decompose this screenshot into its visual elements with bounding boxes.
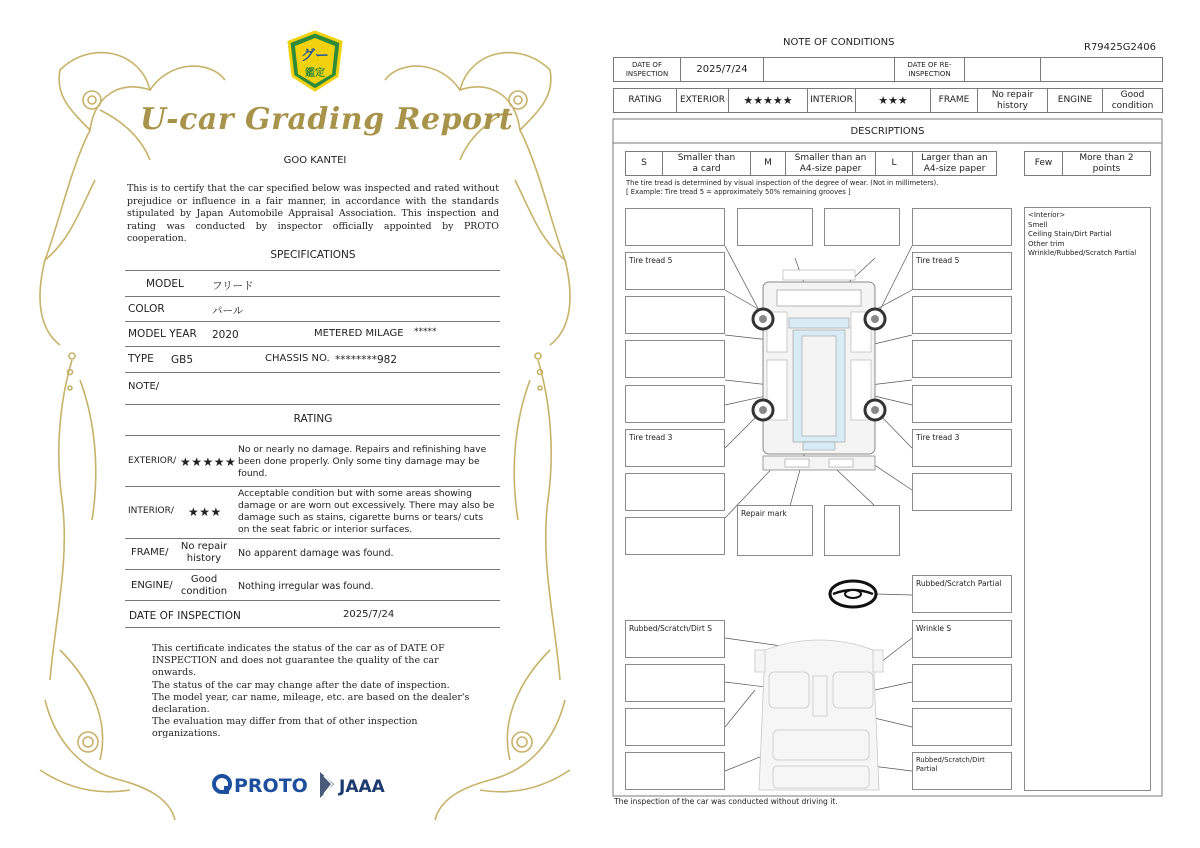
date-of-inspection-value: 2025/7/24 [681,58,764,81]
mileage-value: ***** [414,327,437,337]
frame-label: FRAME [931,89,978,112]
note-box-steering: Rubbed/Scratch Partial [912,575,1012,613]
frame-description: No apparent damage was found. [238,548,394,559]
blank-cell [965,58,1041,81]
interior-summary-panel [1024,207,1151,791]
badge-text: 鑑定 [305,68,325,79]
divider [125,346,500,347]
engine-value: Good condition [1111,89,1154,111]
few-description: More than 2 points [1079,152,1134,174]
engine-description: Nothing irregular was found. [238,581,374,592]
divider [125,296,500,297]
footer-line: This certificate indicates the status of the car as of DATE OF [152,643,445,654]
interior-stars: ★★★ [188,505,222,519]
date-of-inspection-label: DATE OF INSPECTION [129,610,241,622]
date-of-inspection-value: 2025/7/24 [343,609,395,620]
mileage-label: METERED MILAGE [314,328,404,339]
footer-line: declaration. [152,704,210,716]
note-box [625,208,725,246]
note-box-repair: Repair mark [737,505,813,556]
frame-value: No repair history [180,541,228,564]
date-of-inspection-label: DATE OF INSPECTION [614,58,681,81]
interior-stars: ★★★ [856,89,931,112]
size-code: S [626,152,663,175]
engine-label: ENGINE [1048,89,1103,112]
interior-summary-line: Other trim [1028,239,1065,248]
interior-description: Acceptable condition but with some areas showing damage or are worn out excessively. There may also be damage such as stains, cigarette burns or tears/ cuts on the seat fabric or interior surfaces. [238,488,495,535]
date-of-reinspection-label: DATE OF RE-INSPECTION [895,58,965,81]
type-label: TYPE [128,353,154,365]
size-code: M [751,152,786,175]
frame-label: FRAME/ [131,547,169,558]
svg-text:グー: グー [301,48,329,64]
exterior-description: No or nearly no damage. Repairs and refinishing have been done properly. Only some tiny damage may be found. [238,444,487,479]
note-box [912,296,1012,334]
exterior-label: EXTERIOR/ [128,456,177,466]
tire-example-note: [ Example: Tire tread 5 = approximately 50% remaining grooves ] [626,188,851,196]
footer-line: The status of the car may change after the date of inspection. [152,679,450,691]
note-box-interior-right: Wrinkle S [912,620,1012,658]
note-box-tire-rear-left: Tire tread 3 [625,429,725,467]
exterior-label: EXTERIOR [677,89,729,112]
note-box [625,385,725,423]
model-value: フリード [212,280,254,292]
divider [125,270,500,271]
note-of-conditions [605,0,1200,848]
interior-summary-line: Wrinkle/Rubbed/Scratch Partial [1028,249,1137,258]
certificate-footer [152,643,482,741]
jaaa-logo-text: JAAA [339,777,385,797]
engine-value: Good condition [180,574,228,597]
divider [125,627,500,628]
few-code: Few [1025,152,1063,175]
note-box-tire-rear-right: Tire tread 3 [912,429,1012,467]
divider [125,486,500,487]
jaaa-logo-icon [320,772,386,798]
note-box [912,340,1012,378]
size-legend [625,151,997,176]
notes-footer: The inspection of the car was conducted without driving it. [614,797,838,806]
color-label: COLOR [128,303,165,315]
rating-heading: RATING [293,413,333,425]
note-box [625,664,725,702]
note-box-tire-front-left: Tire tread 5 [625,252,725,290]
specifications-heading: SPECIFICATIONS [270,249,356,261]
note-box [625,752,725,790]
certificate-statement: This is to certify that the car specified below was inspected and rated without prejudice or influence in a fair manner, in accordance with the standards stipulated by Japan Automobile Appraisal Association. This inspection and rating was conducted by inspector officially appointed by PROTO cooperation. [127,183,499,245]
divider [125,404,500,405]
interior-label: INTERIOR/ [128,506,174,516]
note-box [625,708,725,746]
note-box [912,385,1012,423]
size-description: Smaller than an A4-size paper [786,152,876,175]
note-box-interior-left: Rubbed/Scratch/Dirt S [625,620,725,658]
engine-label: ENGINE/ [131,580,173,591]
interior-summary-line: Smell [1028,220,1048,229]
note-box [625,473,725,511]
note-box-tire-front-right: Tire tread 5 [912,252,1012,290]
interior-label: INTERIOR [808,89,856,112]
note-box [912,208,1012,246]
model-label: MODEL [146,278,184,290]
note-box [824,505,900,556]
car-top-view-icon [763,270,875,470]
exterior-stars: ★★★★★ [180,455,237,469]
model-year-value: 2020 [212,329,239,341]
interior-summary-line: Ceiling Stain/Dirt Partial [1028,230,1112,239]
note-box [912,473,1012,511]
divider [125,435,500,436]
divider [125,569,500,570]
chassis-label: CHASSIS NO. [265,353,330,364]
type-value: GB5 [171,354,194,366]
rating-summary-row [613,88,1163,113]
note-box-interior-rear: Rubbed/Scratch/Dirt Partial [912,752,1012,790]
certificate-subtitle: GOO KANTEI [283,155,347,166]
divider [125,600,500,601]
exterior-stars: ★★★★★ [729,89,808,112]
blank-cell [764,58,895,81]
divider [125,538,500,539]
goo-kantei-badge-icon [287,30,343,92]
blank-cell [1041,58,1162,81]
few-legend [1024,151,1151,176]
note-box [912,708,1012,746]
footer-line: The model year, car name, mileage, etc. are based on the dealer's [152,691,470,703]
descriptions-heading: DESCRIPTIONS [850,126,925,137]
color-value: パール [212,305,244,317]
chassis-value: ********982 [335,354,398,366]
size-description: Larger than an A4-size paper [921,152,988,174]
proto-logo-icon [214,775,308,797]
brand-logos [212,768,402,800]
tire-note: The tire tread is determined by visual inspection of the degree of wear. (Not in millimeters). [626,179,939,187]
model-year-label: MODEL YEAR [128,328,197,340]
frame-value: No repair history [978,89,1048,112]
notes-title: NOTE OF CONDITIONS [783,37,895,48]
steering-wheel-icon [830,581,876,607]
note-box [625,517,725,555]
footer-line: INSPECTION and does not guarantee the quality of the car onwards. [152,655,439,679]
car-interior-diagram-icon [755,640,883,790]
certificate-title: U-car Grading Report [140,102,514,137]
rating-label: RATING [614,89,677,112]
note-box [912,664,1012,702]
note-box [824,208,900,246]
footer-line: The evaluation may differ from that of other inspection organizations. [152,716,418,740]
proto-logo-text: PROTO [234,775,308,797]
divider [125,321,500,322]
divider [125,372,500,373]
note-box [625,340,725,378]
report-id: R79425G2406 [1084,42,1156,53]
inspection-dates-row [613,57,1163,82]
interior-summary-line: <Interior> [1028,211,1066,219]
size-description: Smaller than a card [663,152,751,175]
size-code: L [876,152,913,175]
note-box [737,208,813,246]
note-label: NOTE/ [128,381,160,392]
note-box [625,296,725,334]
